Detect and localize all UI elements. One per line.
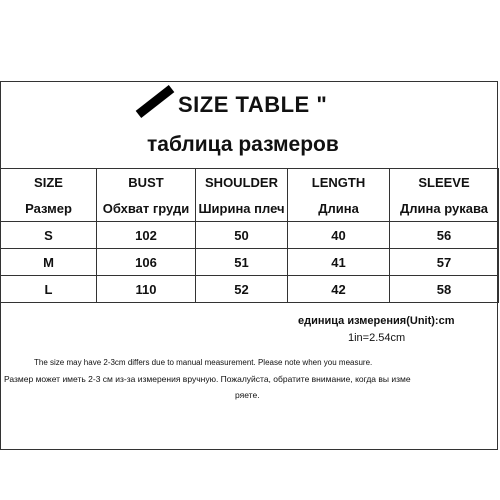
note-russian-line2: ряете. bbox=[235, 390, 260, 400]
header-shoulder: SHOULDER bbox=[196, 169, 288, 196]
cell-shoulder: 52 bbox=[196, 276, 288, 303]
header-size: SIZE bbox=[1, 169, 97, 196]
table-header-en-row bbox=[1, 169, 499, 196]
table-row bbox=[1, 276, 499, 303]
title-english: SIZE TABLE " bbox=[178, 92, 328, 117]
title-russian: таблица размеров bbox=[147, 133, 339, 156]
header-bust: BUST bbox=[97, 169, 196, 196]
cell-sleeve: 58 bbox=[390, 276, 499, 303]
header-sleeve-ru: Длина рукава bbox=[390, 195, 499, 222]
cell-sleeve: 57 bbox=[390, 249, 499, 276]
cell-bust: 106 bbox=[97, 249, 196, 276]
cell-length: 42 bbox=[288, 276, 390, 303]
note-russian-line1: Размер может иметь 2-3 см из-за измерения вручную. Пожалуйста, обратите внимание, когда вы изме bbox=[4, 374, 411, 384]
cell-bust: 110 bbox=[97, 276, 196, 303]
header-bust-ru: Обхват груди bbox=[97, 195, 196, 222]
unit-conversion: 1in=2.54cm bbox=[348, 332, 406, 344]
unit-label: единица измерения(Unit):cm bbox=[298, 315, 455, 327]
note-english: The size may have 2-3cm differs due to manual measurement. Please note when you measure. bbox=[34, 358, 373, 367]
cell-size: S bbox=[1, 222, 97, 249]
cell-bust: 102 bbox=[97, 222, 196, 249]
cell-shoulder: 51 bbox=[196, 249, 288, 276]
table-row bbox=[1, 222, 499, 249]
table-header-ru-row bbox=[1, 195, 499, 222]
header-length: LENGTH bbox=[288, 169, 390, 196]
cell-length: 41 bbox=[288, 249, 390, 276]
header-size-ru: Размер bbox=[1, 195, 97, 222]
cell-shoulder: 50 bbox=[196, 222, 288, 249]
cell-size: L bbox=[1, 276, 97, 303]
table-row bbox=[1, 249, 499, 276]
cell-length: 40 bbox=[288, 222, 390, 249]
cell-sleeve: 56 bbox=[390, 222, 499, 249]
cell-size: M bbox=[1, 249, 97, 276]
header-shoulder-ru: Ширина плеч bbox=[196, 195, 288, 222]
header-length-ru: Длина bbox=[288, 195, 390, 222]
header-sleeve: SLEEVE bbox=[390, 169, 499, 196]
size-table bbox=[0, 168, 499, 303]
